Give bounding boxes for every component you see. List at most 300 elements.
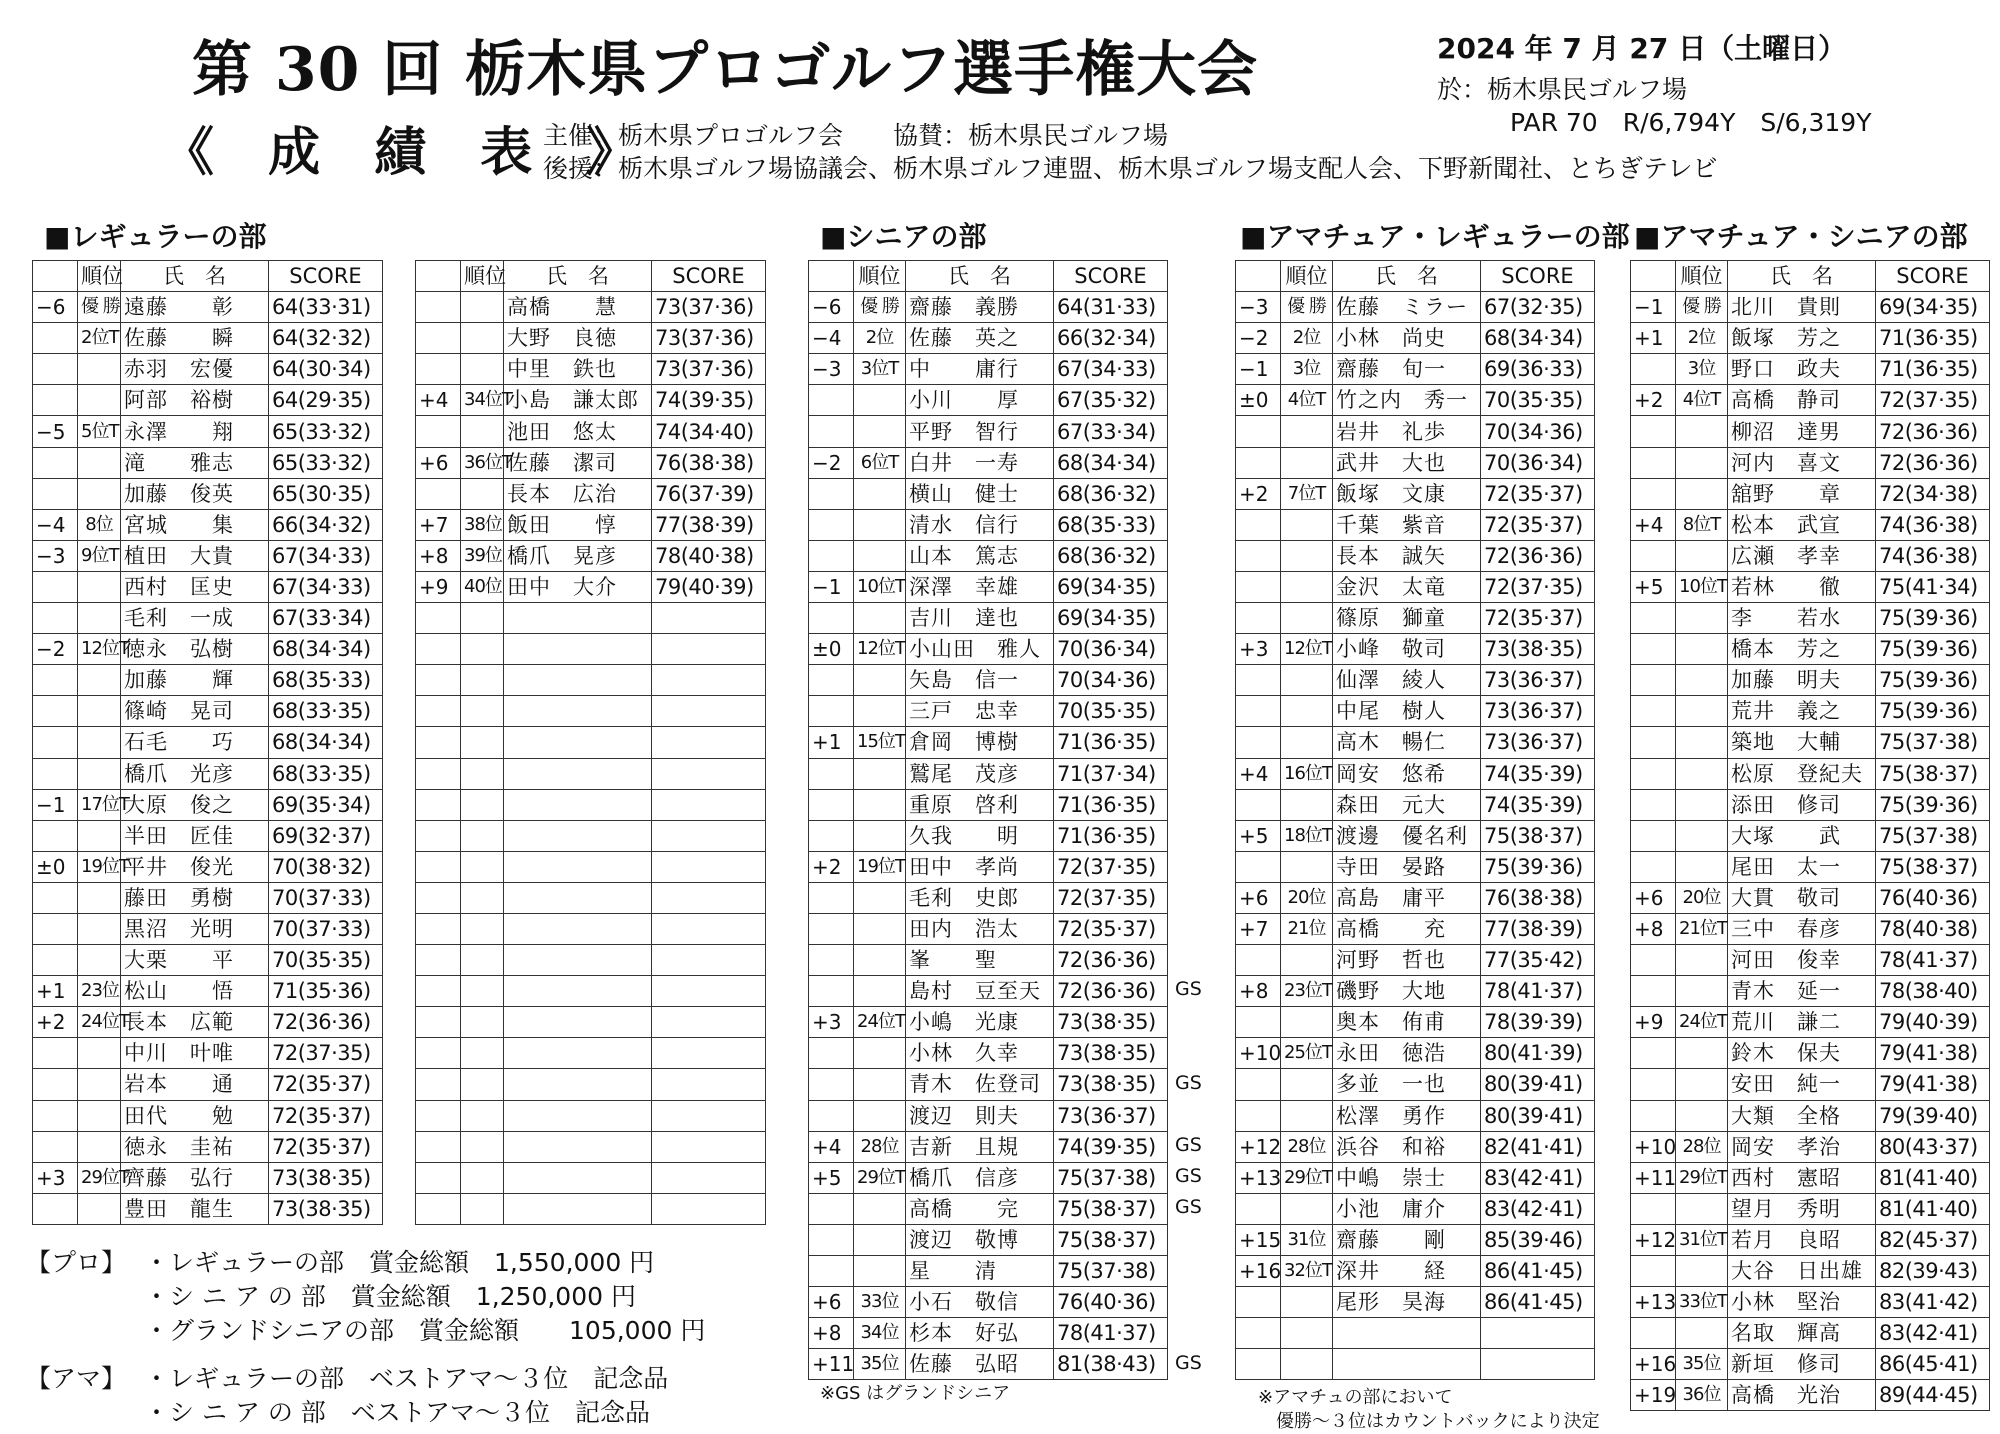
par-cell (1236, 571, 1281, 602)
rank-cell (78, 1038, 121, 1069)
table-row (416, 447, 766, 478)
player-name: 深澤 幸雄 (906, 571, 1054, 602)
table-row (416, 945, 766, 976)
event-sponsors: 後援：栃木県ゴルフ場協議会、栃木県ゴルフ連盟、栃木県ゴルフ場支配人会、下野新聞社、とちぎテレビ (543, 154, 1718, 183)
table-row (1631, 1349, 1990, 1380)
amateur-note-1: ※アマチュの部において (1258, 1387, 1453, 1408)
rank-cell (461, 416, 504, 447)
table-row (33, 1193, 383, 1224)
table-row (416, 478, 766, 509)
rank-cell (461, 634, 504, 665)
table-row (416, 634, 766, 665)
score-cell (652, 634, 766, 665)
grand-senior-mark: GS (1175, 1351, 1202, 1374)
score-cell: 70(36·34) (1054, 634, 1168, 665)
score-cell: 72(37·35) (1054, 882, 1168, 913)
par-cell (1236, 1349, 1281, 1380)
score-cell: 80(43·37) (1876, 1131, 1990, 1162)
column-header-score: SCORE (652, 261, 766, 292)
score-cell: 68(34·34) (269, 634, 383, 665)
player-name: 山本 篤志 (906, 540, 1054, 571)
score-cell: 86(45·41) (1876, 1349, 1990, 1380)
table-row (33, 696, 383, 727)
score-cell: 67(34·33) (269, 571, 383, 602)
table-row (809, 727, 1168, 758)
rank-cell (1281, 509, 1333, 540)
table-row (1236, 696, 1595, 727)
player-name (504, 1131, 652, 1162)
score-cell: 70(34·36) (1481, 416, 1595, 447)
player-name: 橋本 芳之 (1728, 634, 1876, 665)
rank-cell (854, 665, 906, 696)
score-cell: 71(36·35) (1876, 354, 1990, 385)
player-name: 舘野 章 (1728, 478, 1876, 509)
rank-cell (78, 696, 121, 727)
table-row (1236, 851, 1595, 882)
par-cell (416, 758, 461, 789)
par-cell: +2 (1236, 478, 1281, 509)
event-host: 主催：栃木県プロゴルフ会 協賛：栃木県民ゴルフ場 (543, 121, 1169, 150)
score-cell: 78(40·38) (652, 540, 766, 571)
score-cell: 85(39·46) (1481, 1224, 1595, 1255)
par-cell (1631, 1318, 1676, 1349)
player-name (504, 976, 652, 1007)
player-name: 齊藤 弘行 (121, 1162, 269, 1193)
rank-cell: 9位T (78, 540, 121, 571)
table-row (416, 820, 766, 851)
score-cell: 76(37·39) (652, 478, 766, 509)
par-cell: +2 (33, 1007, 78, 1038)
rank-cell: 36位T (461, 447, 504, 478)
par-cell (809, 1256, 854, 1287)
column-header-par (33, 261, 78, 292)
par-cell: +6 (1236, 882, 1281, 913)
table-row (1631, 354, 1990, 385)
amateur-note-2: 優勝〜３位はカウントバックにより決定 (1276, 1411, 1600, 1432)
table-row (1631, 634, 1990, 665)
table-row (1236, 1318, 1595, 1349)
rank-cell: 3位 (1676, 354, 1728, 385)
table-row (1236, 478, 1595, 509)
table-row (1631, 571, 1990, 602)
par-cell (1236, 851, 1281, 882)
table-row (1236, 1131, 1595, 1162)
table-row (1631, 913, 1990, 944)
par-cell (1631, 727, 1676, 758)
gs-note: ※GS はグランドシニア (820, 1383, 1011, 1404)
score-cell: 64(33·31) (269, 292, 383, 323)
score-cell: 70(38·32) (269, 851, 383, 882)
table-row (1631, 789, 1990, 820)
player-name: 広瀬 孝幸 (1728, 540, 1876, 571)
table-row (33, 292, 383, 323)
score-cell: 69(36·33) (1481, 354, 1595, 385)
score-cell: 80(39·41) (1481, 1069, 1595, 1100)
table-row (1236, 1224, 1595, 1255)
rank-cell (854, 913, 906, 944)
score-cell: 73(36·37) (1481, 665, 1595, 696)
table-row (33, 354, 383, 385)
table-row (33, 634, 383, 665)
results-table-3 (808, 260, 1168, 1380)
score-cell: 86(41·45) (1481, 1287, 1595, 1318)
player-name: 渡辺 則夫 (906, 1100, 1054, 1131)
rank-cell: 21位 (1281, 913, 1333, 944)
score-cell: 73(37·36) (652, 292, 766, 323)
table-row (33, 1038, 383, 1069)
table-row (809, 447, 1168, 478)
par-cell: +6 (416, 447, 461, 478)
rank-cell: 36位 (1676, 1380, 1728, 1411)
par-cell: −4 (809, 323, 854, 354)
score-cell: 79(40·39) (1876, 1007, 1990, 1038)
table-row (809, 292, 1168, 323)
player-name: 安田 純一 (1728, 1069, 1876, 1100)
table-row (1236, 945, 1595, 976)
rank-cell (854, 1256, 906, 1287)
par-cell: −3 (809, 354, 854, 385)
rank-cell: 5位T (78, 416, 121, 447)
score-cell: 73(36·37) (1481, 696, 1595, 727)
table-row (809, 758, 1168, 789)
score-cell (652, 851, 766, 882)
table-row (1631, 1256, 1990, 1287)
score-cell: 75(37·38) (1876, 820, 1990, 851)
results-table-2 (415, 260, 766, 1225)
player-name: 齋藤 剛 (1333, 1224, 1481, 1255)
prize-pro-senior: ・シ ニ ア の 部 賞金総額 1,250,000 円 (144, 1282, 636, 1311)
player-name: 西村 匡史 (121, 571, 269, 602)
rank-cell (461, 1007, 504, 1038)
table-row (416, 603, 766, 634)
par-cell (809, 665, 854, 696)
player-name (504, 1038, 652, 1069)
par-cell: +10 (1236, 1038, 1281, 1069)
column-header-par (1631, 261, 1676, 292)
player-name: 飯塚 文康 (1333, 478, 1481, 509)
player-name: 李 若水 (1728, 603, 1876, 634)
player-name: 小島 謙太郎 (504, 385, 652, 416)
rank-cell (854, 1100, 906, 1131)
rank-cell (461, 1193, 504, 1224)
table-row (1631, 509, 1990, 540)
rank-cell: 6位T (854, 447, 906, 478)
table-row (1631, 447, 1990, 478)
par-cell: +16 (1631, 1349, 1676, 1380)
table-row (809, 634, 1168, 665)
score-cell: 69(34·35) (1054, 571, 1168, 602)
player-name: 徳永 弘樹 (121, 634, 269, 665)
table-row (809, 1193, 1168, 1224)
player-name: 若月 良昭 (1728, 1224, 1876, 1255)
score-cell: 79(41·38) (1876, 1069, 1990, 1100)
rank-cell (1676, 1318, 1728, 1349)
rank-cell: 34位 (854, 1318, 906, 1349)
rank-cell: 23位T (1281, 976, 1333, 1007)
player-name (504, 696, 652, 727)
table-header-row (1631, 261, 1990, 292)
par-cell (416, 292, 461, 323)
player-name: 青木 延一 (1728, 976, 1876, 1007)
score-cell: 72(36·36) (269, 1007, 383, 1038)
results-table-1 (32, 260, 383, 1225)
score-cell: 72(36·36) (1876, 416, 1990, 447)
rank-cell (1676, 820, 1728, 851)
par-cell: +3 (1236, 634, 1281, 665)
score-cell: 72(37·35) (1054, 851, 1168, 882)
player-name: 篠原 獅童 (1333, 603, 1481, 634)
table-row (33, 1069, 383, 1100)
score-cell: 72(35·37) (1481, 478, 1595, 509)
rank-cell (854, 603, 906, 634)
player-name (504, 1193, 652, 1224)
table-row (809, 416, 1168, 447)
par-cell: +5 (1236, 820, 1281, 851)
rank-cell: 28位 (854, 1131, 906, 1162)
score-cell: 75(39·36) (1481, 851, 1595, 882)
rank-cell (1676, 416, 1728, 447)
rank-cell (1676, 1100, 1728, 1131)
table-row (809, 603, 1168, 634)
table-row (33, 1162, 383, 1193)
rank-cell (1281, 1069, 1333, 1100)
par-cell (1631, 696, 1676, 727)
player-name (1333, 1318, 1481, 1349)
par-cell (809, 976, 854, 1007)
score-cell: 65(33·32) (269, 416, 383, 447)
table-row (33, 976, 383, 1007)
score-cell: 75(39·36) (1876, 696, 1990, 727)
par-cell (33, 478, 78, 509)
score-cell: 72(35·37) (269, 1131, 383, 1162)
player-name: 黒沼 光明 (121, 913, 269, 944)
player-name: 佐藤 弘昭 (906, 1349, 1054, 1380)
score-cell (652, 820, 766, 851)
player-name (504, 665, 652, 696)
rank-cell (461, 789, 504, 820)
score-cell: 78(41·37) (1876, 945, 1990, 976)
player-name: 遠藤 彰 (121, 292, 269, 323)
score-cell: 68(36·32) (1054, 478, 1168, 509)
table-row (809, 478, 1168, 509)
rank-cell: 24位T (854, 1007, 906, 1038)
player-name: 森田 元大 (1333, 789, 1481, 820)
rank-cell: 40位 (461, 571, 504, 602)
table-row (416, 727, 766, 758)
player-name: 河野 哲也 (1333, 945, 1481, 976)
score-cell: 69(34·35) (1876, 292, 1990, 323)
score-cell: 76(38·38) (1481, 882, 1595, 913)
rank-cell (1281, 851, 1333, 882)
player-name: 鷲尾 茂彦 (906, 758, 1054, 789)
rank-cell: 2位T (78, 323, 121, 354)
par-cell (1631, 478, 1676, 509)
table-row (809, 1038, 1168, 1069)
score-cell: 68(33·35) (269, 696, 383, 727)
rank-cell: 31位 (1281, 1224, 1333, 1255)
score-cell: 83(41·42) (1876, 1287, 1990, 1318)
par-cell (809, 603, 854, 634)
rank-cell: 20位 (1676, 882, 1728, 913)
par-cell (809, 945, 854, 976)
score-cell: 74(34·40) (652, 416, 766, 447)
score-cell: 73(36·37) (1054, 1100, 1168, 1131)
player-name: 田中 大介 (504, 571, 652, 602)
table-row (33, 603, 383, 634)
column-header-score: SCORE (1054, 261, 1168, 292)
player-name: 毛利 史郎 (906, 882, 1054, 913)
player-name: 多並 一也 (1333, 1069, 1481, 1100)
rank-cell (78, 913, 121, 944)
par-cell (809, 882, 854, 913)
par-cell (1631, 945, 1676, 976)
rank-cell (461, 851, 504, 882)
player-name (504, 1162, 652, 1193)
rank-cell (461, 665, 504, 696)
table-row (1236, 603, 1595, 634)
player-name (504, 1100, 652, 1131)
rank-cell (78, 603, 121, 634)
table-row (1236, 1007, 1595, 1038)
score-cell: 77(35·42) (1481, 945, 1595, 976)
score-cell: 79(40·39) (652, 571, 766, 602)
table-row (416, 385, 766, 416)
table-row (809, 1256, 1168, 1287)
player-name: 寺田 晏路 (1333, 851, 1481, 882)
par-cell (1631, 634, 1676, 665)
player-name: 中 庸行 (906, 354, 1054, 385)
player-name: 金沢 太竜 (1333, 571, 1481, 602)
rank-cell (461, 1100, 504, 1131)
par-cell: +11 (809, 1349, 854, 1380)
par-cell (1236, 1318, 1281, 1349)
table-header-row (1236, 261, 1595, 292)
player-name: 松山 悟 (121, 976, 269, 1007)
player-name: 中尾 樹人 (1333, 696, 1481, 727)
section-title-am-regular: ■アマチュア・レギュラーの部 (1240, 220, 1630, 253)
par-cell: −5 (33, 416, 78, 447)
score-cell: 73(36·37) (1481, 727, 1595, 758)
score-cell: 78(40·38) (1876, 913, 1990, 944)
score-cell: 73(37·36) (652, 354, 766, 385)
rank-cell (461, 323, 504, 354)
score-cell: 75(37·38) (1876, 727, 1990, 758)
table-row (809, 945, 1168, 976)
player-name: 小池 庸介 (1333, 1193, 1481, 1224)
rank-cell (1281, 1349, 1333, 1380)
score-cell: 82(39·43) (1876, 1256, 1990, 1287)
player-name: 石毛 巧 (121, 727, 269, 758)
score-cell: 64(32·32) (269, 323, 383, 354)
par-cell: −1 (1236, 354, 1281, 385)
par-cell (1236, 603, 1281, 634)
rank-cell (78, 1100, 121, 1131)
rank-cell (78, 354, 121, 385)
table-row (33, 416, 383, 447)
rank-cell: 34位T (461, 385, 504, 416)
score-cell: 81(38·43) (1054, 1349, 1168, 1380)
table-row (1631, 478, 1990, 509)
par-cell: −1 (33, 789, 78, 820)
player-name: 高橋 完 (906, 1193, 1054, 1224)
par-cell (416, 913, 461, 944)
par-cell: +1 (1631, 323, 1676, 354)
par-cell: −2 (33, 634, 78, 665)
player-name: 高木 暢仁 (1333, 727, 1481, 758)
table-row (1631, 1380, 1990, 1411)
player-name: 松本 武宣 (1728, 509, 1876, 540)
player-name: 吉新 且規 (906, 1131, 1054, 1162)
rank-cell (1676, 634, 1728, 665)
rank-cell (461, 478, 504, 509)
player-name: 久我 明 (906, 820, 1054, 851)
table-row (1631, 416, 1990, 447)
score-cell: 73(38·35) (269, 1162, 383, 1193)
par-cell (809, 696, 854, 727)
par-cell (1631, 976, 1676, 1007)
par-cell: +3 (809, 1007, 854, 1038)
par-cell: −2 (1236, 323, 1281, 354)
rank-cell: 20位 (1281, 882, 1333, 913)
rank-cell: 10位T (854, 571, 906, 602)
par-cell: ±0 (1236, 385, 1281, 416)
par-cell (809, 1069, 854, 1100)
rank-cell (78, 882, 121, 913)
player-name: 三戸 忠幸 (906, 696, 1054, 727)
rank-cell (854, 1038, 906, 1069)
par-cell (1631, 447, 1676, 478)
player-name: 若林 徹 (1728, 571, 1876, 602)
rank-cell: 優 勝 (1676, 292, 1728, 323)
rank-cell: 33位T (1676, 1287, 1728, 1318)
table-row (33, 820, 383, 851)
table-row (33, 945, 383, 976)
rank-cell: 19位T (78, 851, 121, 882)
score-cell: 69(32·37) (269, 820, 383, 851)
par-cell (809, 1038, 854, 1069)
rank-cell (78, 665, 121, 696)
table-row (1236, 292, 1595, 323)
rank-cell: 12位T (854, 634, 906, 665)
player-name (504, 1007, 652, 1038)
par-cell (416, 323, 461, 354)
score-cell: 65(30·35) (269, 478, 383, 509)
rank-cell (1676, 478, 1728, 509)
player-name: 北川 貴則 (1728, 292, 1876, 323)
table-row (33, 789, 383, 820)
par-cell: +5 (809, 1162, 854, 1193)
section-title-am-senior: ■アマチュア・シニアの部 (1634, 220, 1968, 253)
table-row (33, 851, 383, 882)
par-cell: +2 (1631, 385, 1676, 416)
par-cell (1631, 789, 1676, 820)
player-name: 加藤 明夫 (1728, 665, 1876, 696)
rank-cell (1281, 945, 1333, 976)
table-row (416, 1100, 766, 1131)
table-row (416, 571, 766, 602)
column-header-score: SCORE (1481, 261, 1595, 292)
rank-cell (854, 882, 906, 913)
par-cell (809, 789, 854, 820)
par-cell (809, 509, 854, 540)
player-name: 長本 広範 (121, 1007, 269, 1038)
section-title-senior: ■シニアの部 (820, 220, 987, 253)
player-name: 藤田 勇樹 (121, 882, 269, 913)
score-cell (1481, 1318, 1595, 1349)
par-cell: +13 (1631, 1287, 1676, 1318)
score-cell: 83(42·41) (1481, 1162, 1595, 1193)
par-cell: +13 (1236, 1162, 1281, 1193)
